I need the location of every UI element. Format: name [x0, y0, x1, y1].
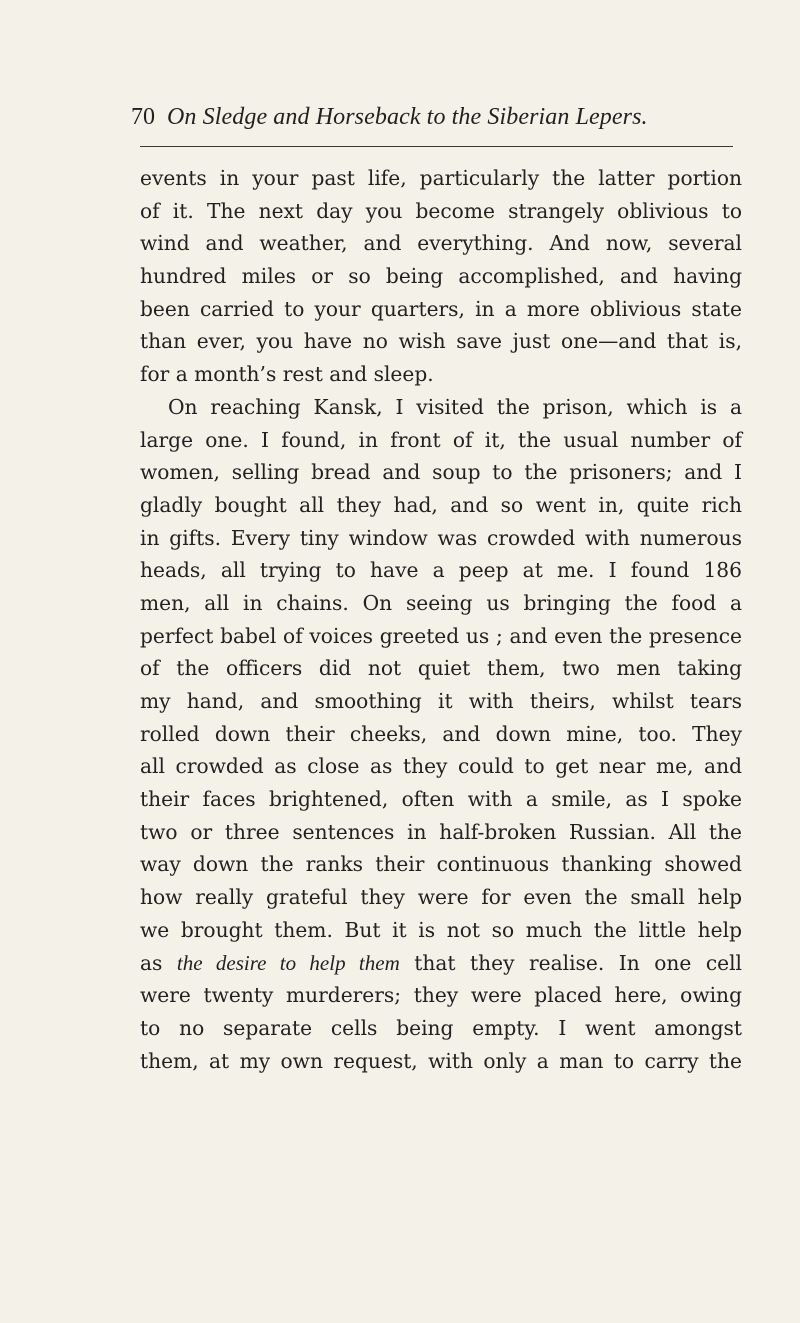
text-line: rolled down their cheeks, and down mine, too. They: [140, 721, 742, 746]
text-line: how really grateful they were for even the small help: [140, 885, 742, 910]
text-line: hundred miles or so being accomplished, and having: [140, 264, 742, 289]
text-fragment: as: [140, 950, 177, 975]
text-line: of it. The next day you become strangely oblivious to: [140, 198, 742, 223]
text-line: On reaching Kansk, I visited the prison, which is a: [168, 394, 742, 419]
text-line: gladly bought all they had, and so went in, quite rich: [140, 492, 742, 517]
text-line: my hand, and smoothing it with theirs, whilst tears: [140, 689, 742, 713]
text-line: than ever, you have no wish save just one—and that is,: [140, 329, 742, 354]
text-fragment: that they realise. In one cell: [399, 950, 742, 975]
header-rule: [140, 146, 733, 147]
text-line: men, all in chains. On seeing us bringing the food a: [140, 590, 742, 615]
body-text: [140, 162, 742, 1077]
page-header: [131, 100, 731, 142]
text-line: their faces brightened, often with a smile, as I spoke: [140, 787, 742, 812]
text-line: to no separate cells being empty. I went amongst: [140, 1015, 742, 1040]
italic-phrase: the desire to help them: [176, 950, 400, 975]
text-line: for a month’s rest and sleep.: [140, 362, 434, 387]
text-line: we brought them. But it is not so much the little help: [140, 917, 742, 942]
text-line: large one. I found, in front of it, the usual number of: [140, 427, 742, 452]
text-line: were twenty murderers; they were placed here, owing: [140, 983, 742, 1008]
text-line: women, selling bread and soup to the prisoners; and I: [140, 460, 742, 485]
text-line: of the officers did not quiet them, two men taking: [140, 656, 742, 681]
text-line: way down the ranks their continuous thanking showed: [140, 852, 742, 877]
text-line: two or three sentences in half-broken Russian. All the: [140, 819, 742, 844]
text-line-with-italic: [140, 947, 742, 980]
text-line: perfect babel of voices greeted us ; and even the presence: [140, 623, 742, 648]
text-line: wind and weather, and everything. And now, several: [140, 231, 742, 256]
text-line: all crowded as close as they could to get near me, and: [140, 754, 742, 779]
text-line: events in your past life, particularly the latter portion: [140, 166, 742, 190]
text-line: heads, all trying to have a peep at me. I found 186: [140, 558, 742, 583]
running-title: On Sledge and Horseback to the Siberian Lepers.: [167, 104, 648, 130]
text-line: in gifts. Every tiny window was crowded with numerous: [140, 525, 742, 550]
page-number: 70: [131, 104, 155, 130]
text-line: them, at my own request, with only a man to carry the: [140, 1048, 742, 1073]
text-line: been carried to your quarters, in a more oblivious state: [140, 296, 742, 321]
